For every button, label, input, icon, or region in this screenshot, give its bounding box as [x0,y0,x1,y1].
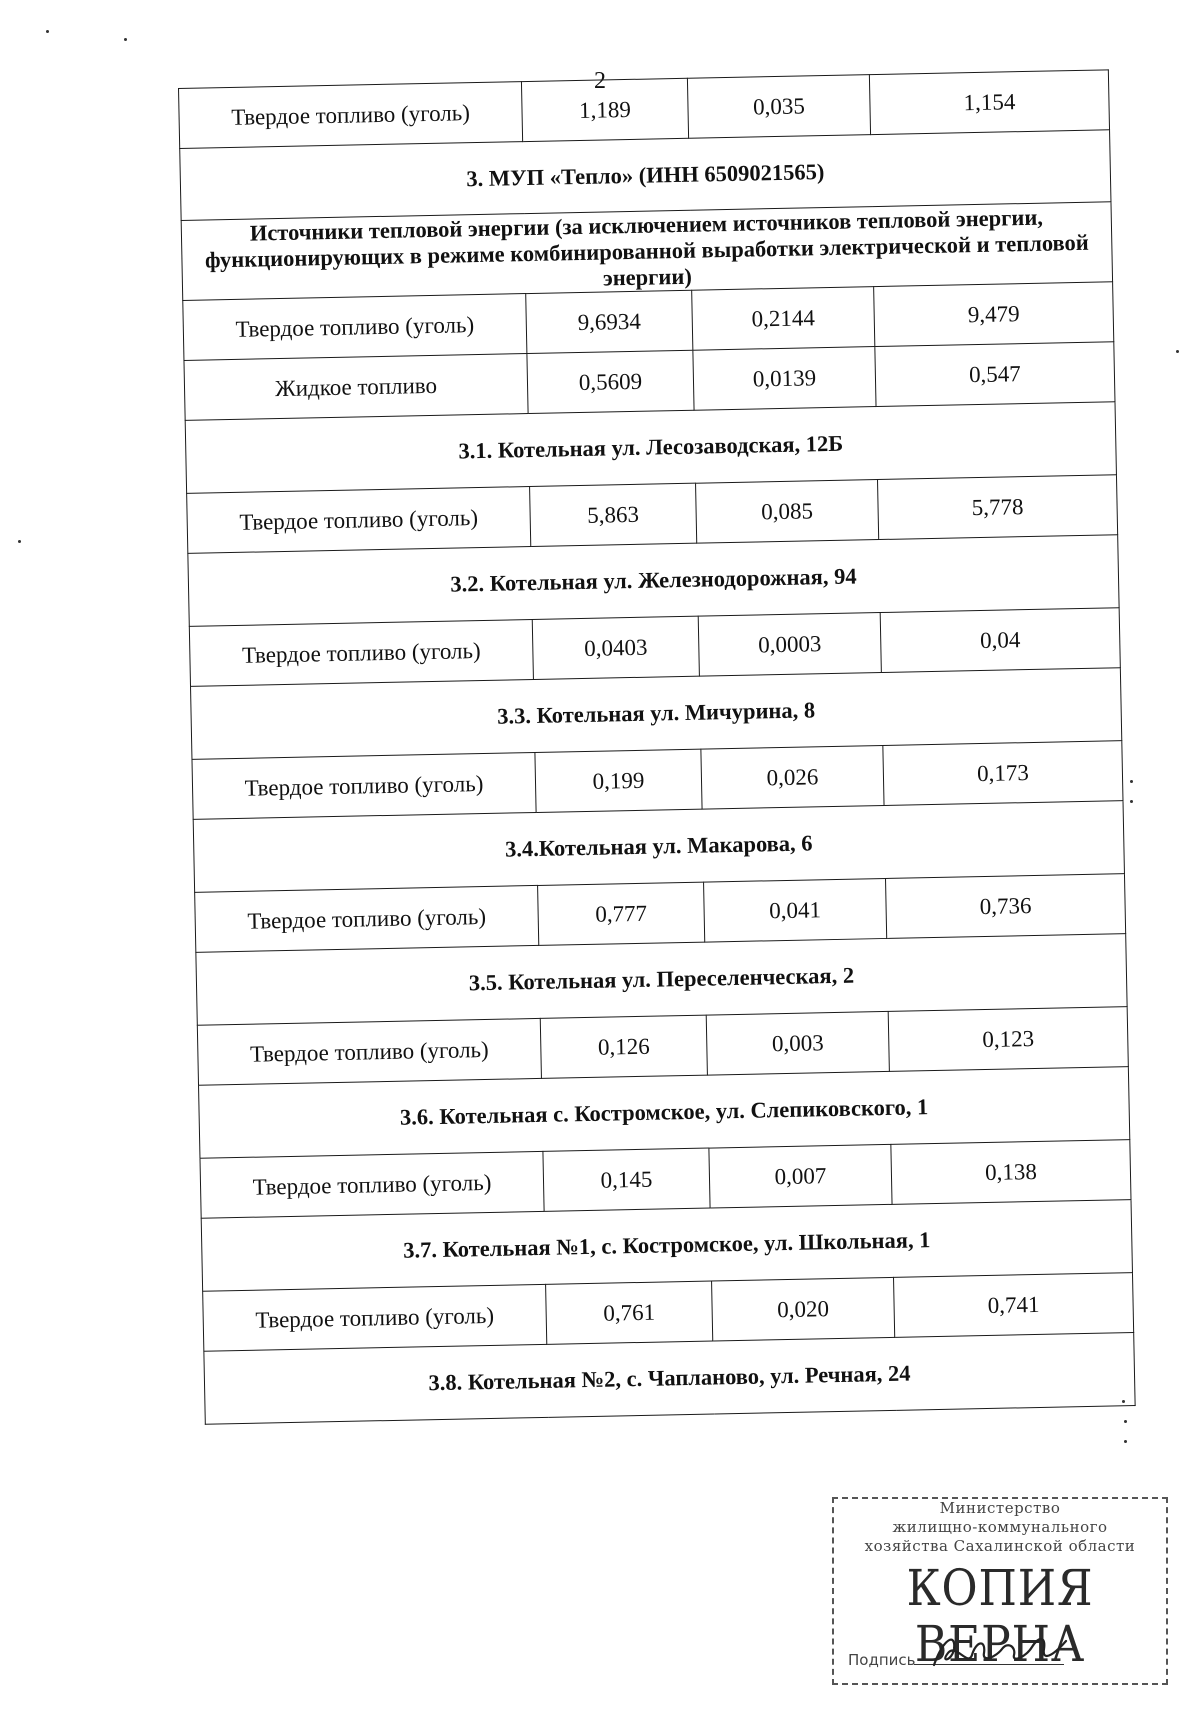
value-cell: 5,778 [877,475,1117,540]
fuel-type-cell: Твердое топливо (уголь) [195,885,539,952]
stamp-signature-label: Подпись [848,1651,916,1669]
scan-speck [124,38,127,41]
value-cell: 0,041 [704,878,887,942]
fuel-table [178,69,1136,1424]
value-cell: 1,189 [521,78,688,141]
boiler-section-heading: 3.5. Котельная ул. Переселенческая, 2 [196,934,1127,1026]
value-cell: 0,0003 [698,613,881,677]
value-cell: 0,007 [709,1144,892,1208]
value-cell: 0,145 [543,1148,710,1211]
boiler-section-heading: 3.3. Котельная ул. Мичурина, 8 [191,668,1122,760]
value-cell: 0,741 [894,1273,1134,1338]
value-cell: 0,020 [712,1277,895,1341]
boiler-section-heading: 3.2. Котельная ул. Железнодорожная, 94 [188,535,1119,627]
value-cell: 0,026 [701,745,884,809]
document-body [178,69,1135,1424]
scan-speck [46,30,49,33]
fuel-type-cell: Твердое топливо (уголь) [183,294,527,361]
boiler-section-heading: 3.6. Котельная с. Костромское, ул. Слепиковского, 1 [199,1067,1130,1159]
fuel-type-cell: Твердое топливо (уголь) [187,487,531,554]
value-cell: 9,6934 [526,290,693,353]
boiler-section-heading: 3.1. Котельная ул. Лесозаводская, 12Б [185,402,1116,494]
value-cell: 0,04 [880,608,1120,673]
value-cell: 0,5609 [527,350,694,413]
stamp-ministry-line: хозяйства Сахалинской области [864,1537,1136,1555]
value-cell: 0,547 [875,342,1115,407]
value-cell: 0,2144 [692,287,875,351]
boiler-section-heading: 3.4.Котельная ул. Макарова, 6 [193,801,1124,893]
value-cell: 0,085 [696,480,879,544]
value-cell: 0,123 [888,1007,1128,1072]
stamp-title: КОПИЯ ВЕРНА [906,1559,1094,1673]
fuel-type-cell: Твердое топливо (уголь) [189,619,533,686]
scan-speck [1124,1440,1127,1443]
stamp-ministry-line: жилищно-коммунального [892,1518,1108,1536]
value-cell: 0,003 [706,1011,889,1075]
value-cell: 0,761 [546,1281,713,1344]
heat-source-note: Источники тепловой энергии (за исключением источников тепловой энергии, функционирующих в режиме комбинированной выработки электрической и тепловой энергии) [181,202,1112,301]
stamp-ministry-line: Министерство [939,1499,1061,1517]
scan-speck [18,540,21,543]
fuel-table-body [179,70,1136,1424]
value-cell: 0,0139 [693,347,876,411]
fuel-type-cell: Твердое топливо (уголь) [197,1018,541,1085]
fuel-type-cell: Твердое топливо (уголь) [179,82,523,149]
value-cell: 0,199 [535,749,702,812]
value-cell: 1,154 [869,70,1109,135]
handwritten-signature [926,1627,1076,1673]
value-cell: 5,863 [530,483,697,546]
fuel-type-cell: Твердое топливо (уголь) [200,1151,544,1218]
value-cell: 0,138 [891,1140,1131,1205]
value-cell: 9,479 [874,282,1114,347]
fuel-type-cell: Твердое топливо (уголь) [203,1284,547,1351]
fuel-type-cell: Твердое топливо (уголь) [192,752,536,819]
scan-speck [1176,350,1179,353]
organization-heading: 3. МУП «Тепло» (ИНН 6509021565) [180,130,1111,221]
value-cell: 0,777 [538,882,705,945]
scan-speck [1122,1400,1125,1403]
value-cell: 0,173 [883,741,1123,806]
value-cell: 0,035 [687,75,870,139]
fuel-type-cell: Жидкое топливо [184,354,528,421]
scan-speck [1130,780,1133,783]
page-number: 2 [594,68,606,94]
value-cell: 0,0403 [532,616,699,679]
certified-copy-stamp [832,1497,1168,1685]
scan-speck [1130,800,1133,803]
scan-speck [1124,1420,1127,1423]
boiler-section-heading: 3.8. Котельная №2, с. Чапланово, ул. Речная, 24 [204,1333,1135,1425]
value-cell: 0,126 [540,1015,707,1078]
value-cell: 0,736 [886,874,1126,939]
boiler-section-heading: 3.7. Котельная №1, с. Костромское, ул. Школьная, 1 [201,1200,1132,1292]
